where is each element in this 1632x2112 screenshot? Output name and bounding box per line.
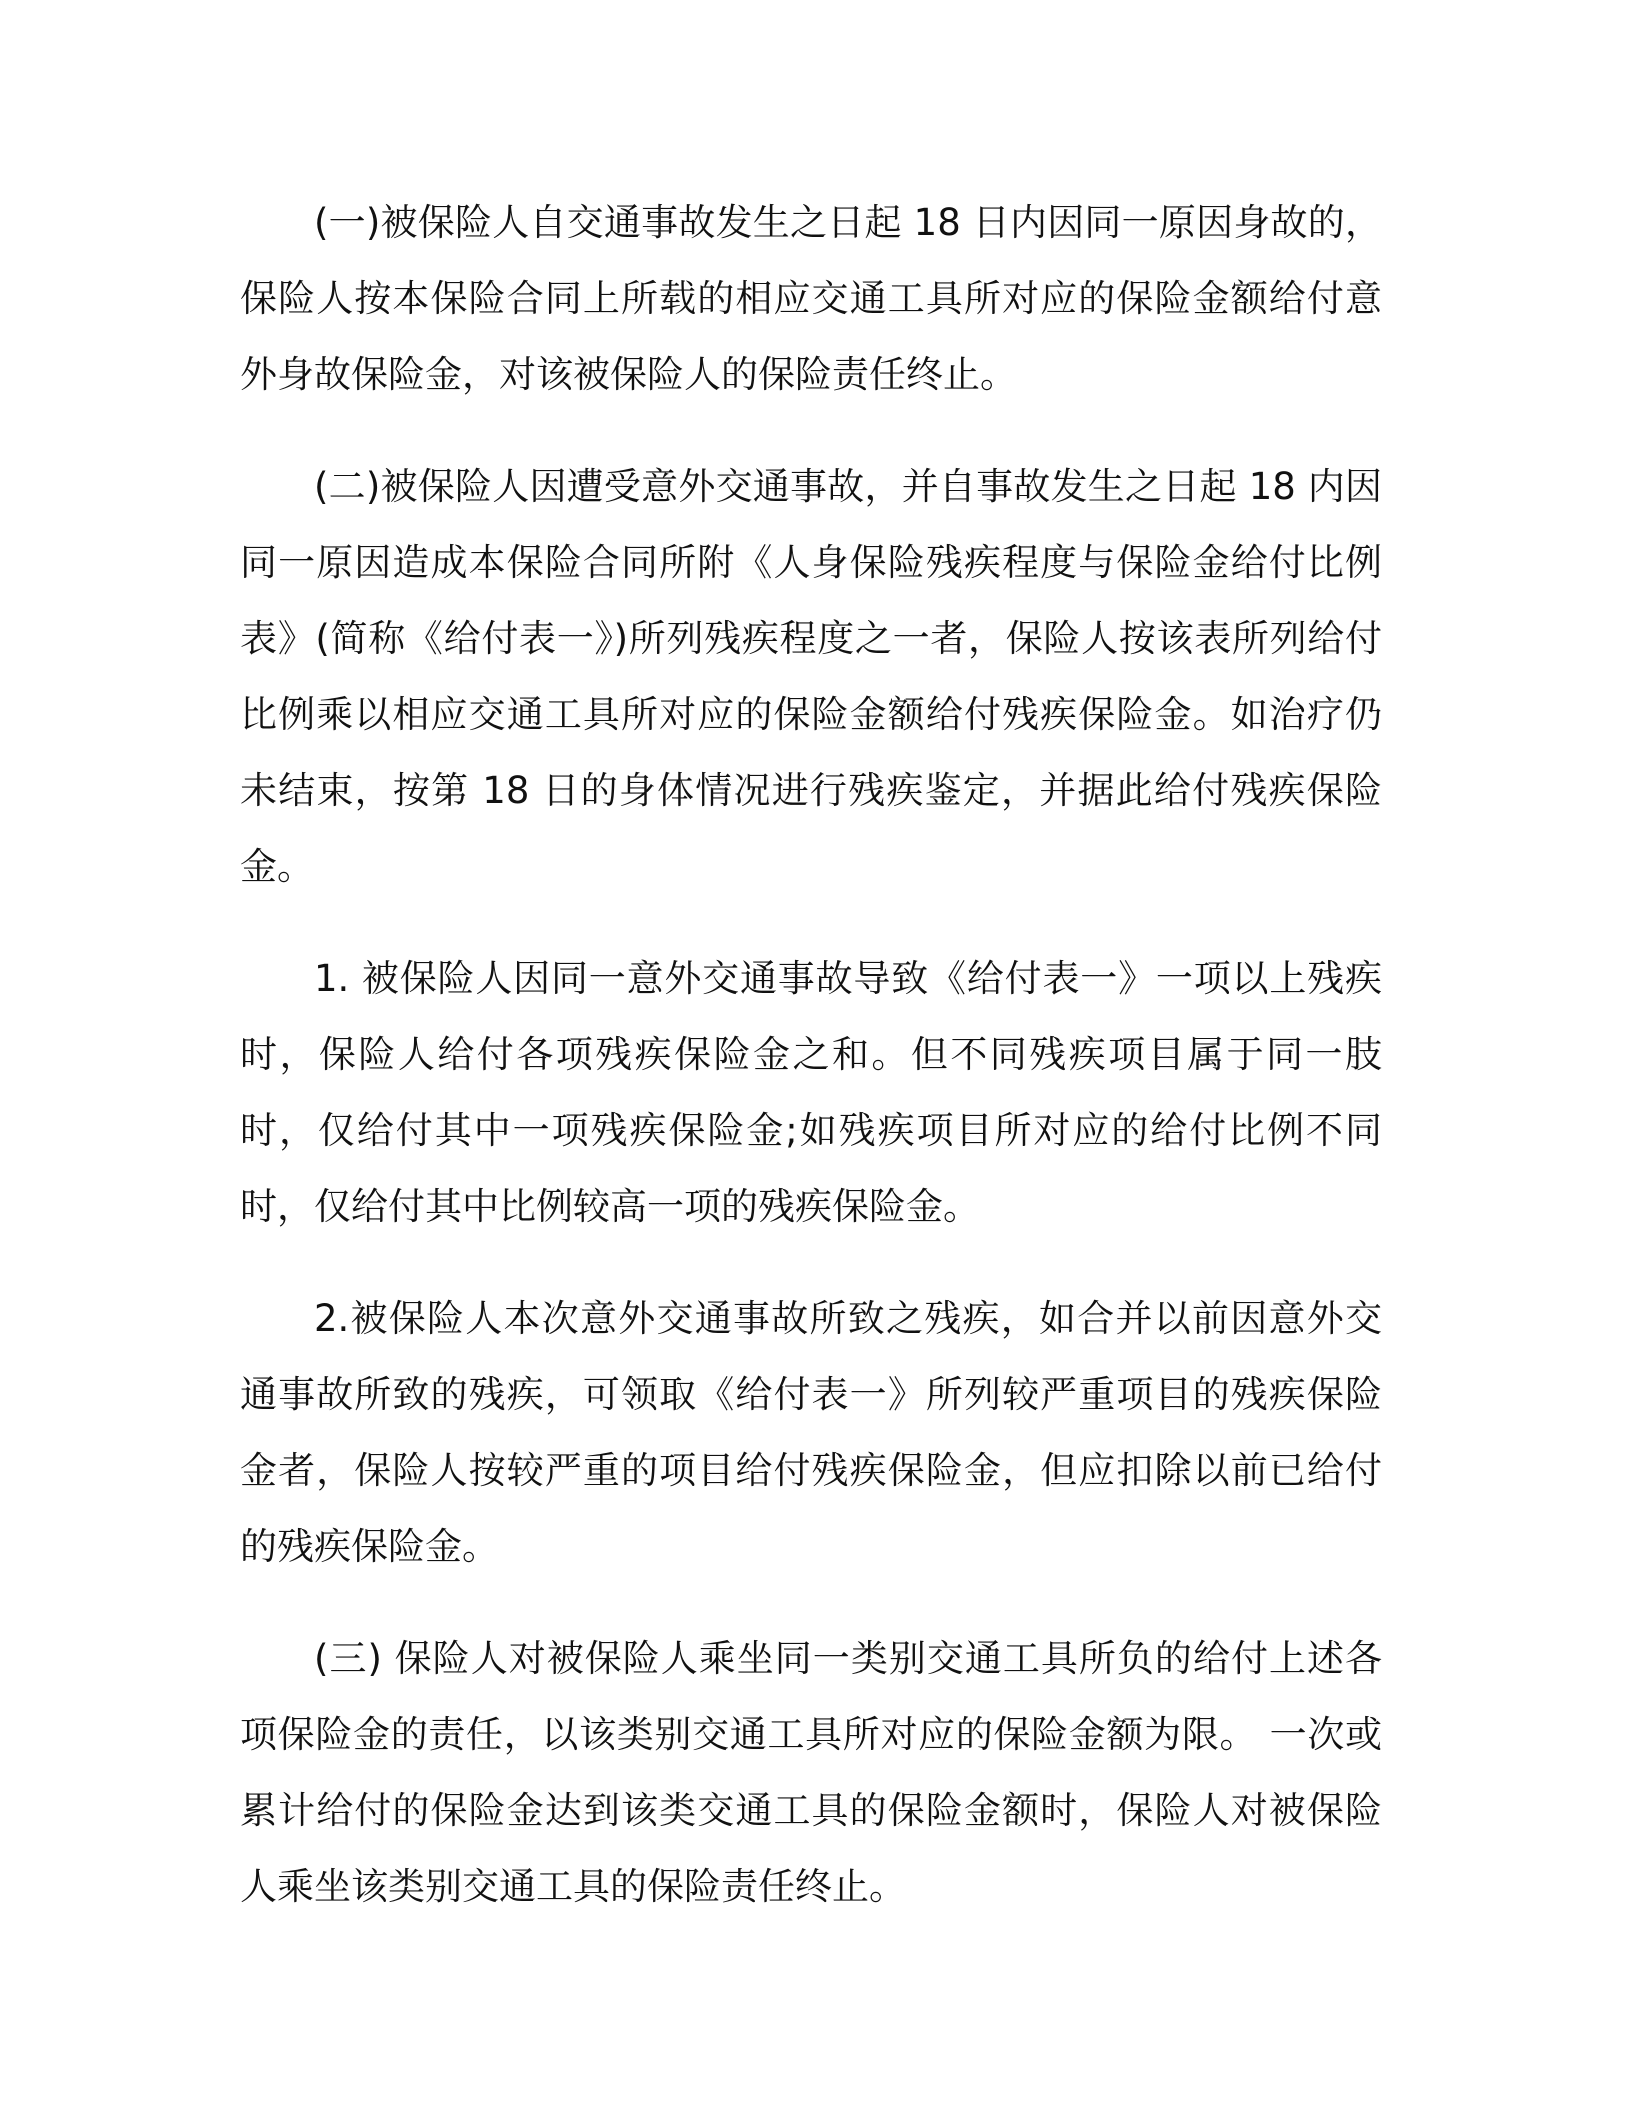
paragraph-liability-limit: (三) 保险人对被保险人乘坐同一类别交通工具所负的给付上述各项保险金的责任，以该类别交通工具所对应的保险金额为限。 一次或累计给付的保险金达到该类交通工具的保险金额时，保险人对被保险人乘坐该类别交通工具的保险责任终止。 (240, 1637, 1382, 1908)
paragraph-death-benefit: (一)被保险人自交通事故发生之日起 18 日内因同一原因身故的，保险人按本保险合同上所载的相应交通工具所对应的保险金额给付意外身故保险金，对该被保险人的保险责任终止。 (240, 201, 1382, 396)
paragraph-disability-benefit: (二)被保险人因遭受意外交通事故，并自事故发生之日起 18 内因同一原因造成本保险合同所附《人身保险残疾程度与保险金给付比例表》(简称《给付表一》)所列残疾程度之一者，保险人按该表所列给付比例乘以相应交通工具所对应的保险金额给付残疾保险金。如治疗仍未结束，按第 18 日的身体情况进行残疾鉴定，并据此给付残疾保险金。 (240, 465, 1382, 888)
paragraph-combined-disabilities: 2.被保险人本次意外交通事故所致之残疾，如合并以前因意外交通事故所致的残疾，可领取《给付表一》所列较严重项目的残疾保险金者，保险人按较严重的项目给付残疾保险金，但应扣除以前已给付的残疾保险金。 (240, 1297, 1382, 1568)
paragraph-multiple-disabilities: 1. 被保险人因同一意外交通事故导致《给付表一》一项以上残疾时，保险人给付各项残疾保险金之和。但不同残疾项目属于同一肢时，仅给付其中一项残疾保险金;如残疾项目所对应的给付比例不同时，仅给付其中比例较高一项的残疾保险金。 (240, 957, 1382, 1228)
document-body (240, 185, 1382, 1925)
